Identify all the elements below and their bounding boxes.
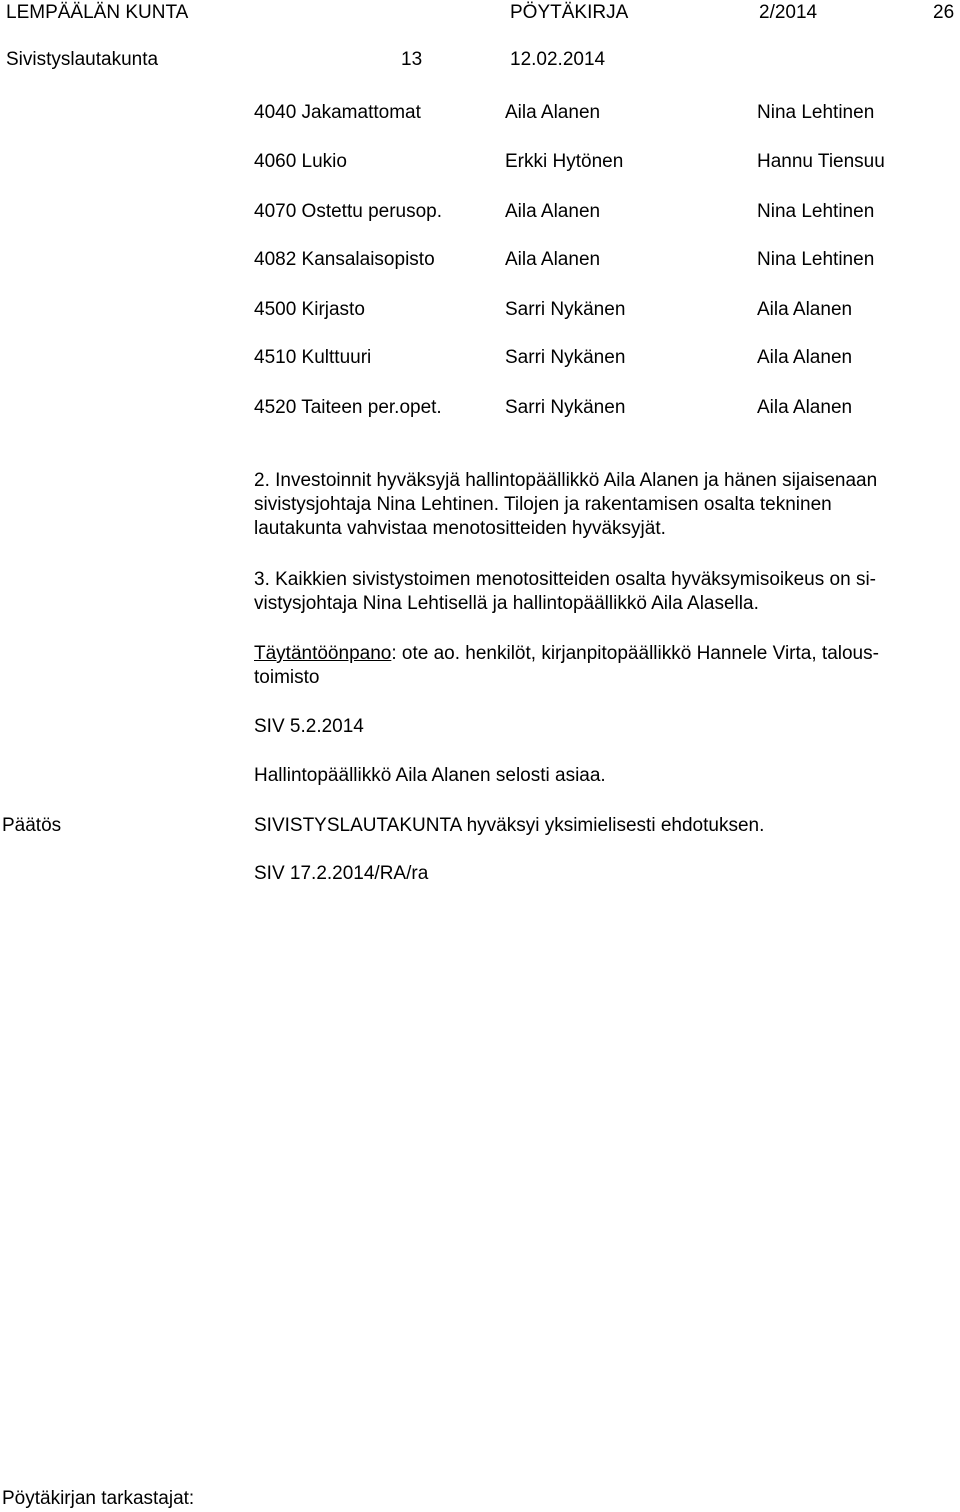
paragraph-line: 3. Kaikkien sivistystoimen menotositteiden osalta hyväksymisoikeus on si- bbox=[254, 569, 876, 590]
deputy-cell: Aila Alanen bbox=[757, 299, 853, 320]
table-row bbox=[0, 346, 960, 372]
deputy-cell: Nina Lehtinen bbox=[757, 201, 875, 222]
meeting-date: 12.02.2014 bbox=[510, 49, 606, 70]
implementation-text: : ote ao. henkilöt, kirjanpitopäällikkö Hannele Virta, talous- bbox=[391, 643, 879, 664]
unit-cell: 4520 Taiteen per.opet. bbox=[254, 397, 442, 418]
paragraph-line: sivistysjohtaja Nina Lehtinen. Tilojen ja rakentamisen osalta tekninen bbox=[254, 494, 832, 515]
decision-label: Päätös bbox=[2, 815, 62, 836]
decision-text: SIVISTYSLAUTAKUNTA hyväksyi yksimielisesti ehdotuksen. bbox=[254, 815, 765, 836]
minutes-checkers-label: Pöytäkirjan tarkastajat: bbox=[2, 1488, 195, 1509]
table-row bbox=[0, 150, 960, 176]
table-row bbox=[0, 298, 960, 324]
municipality-name: LEMPÄÄLÄN KUNTA bbox=[6, 2, 189, 23]
investment-approvers-paragraph bbox=[254, 469, 954, 541]
implementation-line-2: toimisto bbox=[254, 667, 320, 688]
paragraph-line: lautakunta vahvistaa menotositteiden hyväksyjät. bbox=[254, 518, 666, 539]
table-row bbox=[0, 101, 960, 127]
paragraph-line: 2. Investoinnit hyväksyjä hallintopäällikkö Aila Alanen ja hänen sijaisenaan bbox=[254, 470, 878, 491]
document-type: PÖYTÄKIRJA bbox=[510, 2, 629, 23]
approver-cell: Aila Alanen bbox=[505, 102, 601, 123]
unit-cell: 4510 Kulttuuri bbox=[254, 347, 372, 368]
approver-cell: Aila Alanen bbox=[505, 201, 601, 222]
paragraph-line: vistysjohtaja Nina Lehtisellä ja hallintopäällikkö Aila Alasella. bbox=[254, 593, 759, 614]
unit-cell: 4500 Kirjasto bbox=[254, 299, 365, 320]
approver-cell: Sarri Nykänen bbox=[505, 347, 626, 368]
unit-cell: 4060 Lukio bbox=[254, 151, 347, 172]
board-name: Sivistyslautakunta bbox=[6, 49, 159, 70]
unit-cell: 4070 Ostettu perusop. bbox=[254, 201, 443, 222]
table-row bbox=[0, 248, 960, 274]
implementation-paragraph bbox=[254, 642, 954, 690]
item-number: 13 bbox=[401, 49, 423, 70]
table-row bbox=[0, 396, 960, 422]
presentation-text: Hallintopäällikkö Aila Alanen selosti asiaa. bbox=[254, 765, 606, 786]
siv-reference: SIV 17.2.2014/RA/ra bbox=[254, 863, 429, 884]
unit-cell: 4040 Jakamattomat bbox=[254, 102, 421, 123]
page-number: 26 bbox=[933, 2, 955, 23]
approval-rights-paragraph bbox=[254, 568, 954, 616]
implementation-line bbox=[254, 642, 954, 666]
siv-date: SIV 5.2.2014 bbox=[254, 716, 364, 737]
table-row bbox=[0, 200, 960, 226]
deputy-cell: Aila Alanen bbox=[757, 347, 853, 368]
approver-cell: Erkki Hytönen bbox=[505, 151, 624, 172]
unit-cell: 4082 Kansalaisopisto bbox=[254, 249, 435, 270]
approver-cell: Aila Alanen bbox=[505, 249, 601, 270]
deputy-cell: Aila Alanen bbox=[757, 397, 853, 418]
implementation-label: Täytäntöönpano bbox=[254, 643, 392, 664]
approver-cell: Sarri Nykänen bbox=[505, 397, 626, 418]
deputy-cell: Nina Lehtinen bbox=[757, 102, 875, 123]
document-number: 2/2014 bbox=[759, 2, 818, 23]
deputy-cell: Hannu Tiensuu bbox=[757, 151, 885, 172]
approver-cell: Sarri Nykänen bbox=[505, 299, 626, 320]
deputy-cell: Nina Lehtinen bbox=[757, 249, 875, 270]
